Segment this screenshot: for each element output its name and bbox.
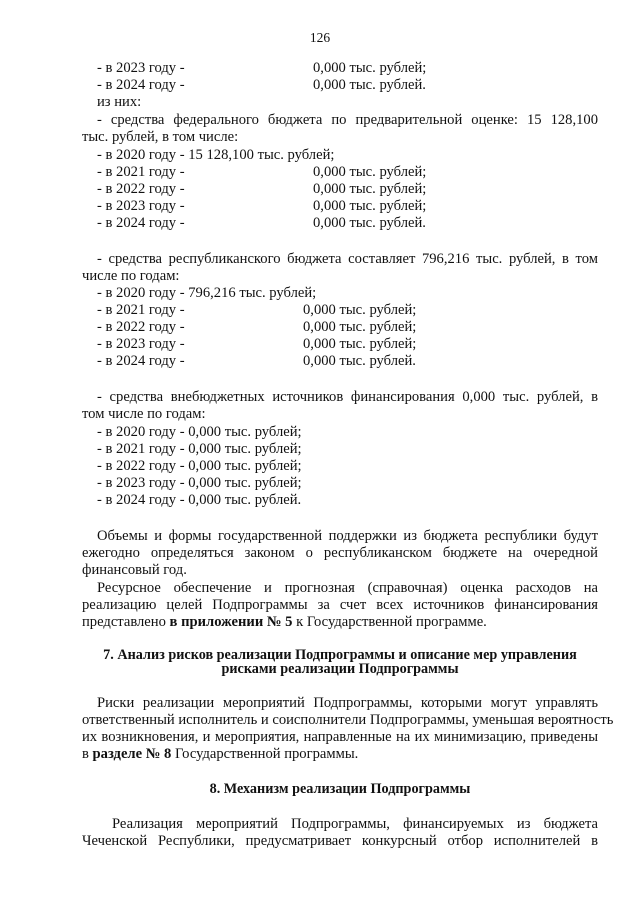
year-value: 0,000 тыс. рублей; [303,319,417,335]
paragraph-line: реализацию целей Подпрограммы за счет всех источников финансирования [82,597,598,613]
year-label: - в 2024 году - [97,215,185,231]
list-item [97,302,417,319]
text-line: - средства внебюджетных источников финансирования 0,000 тыс. рублей, в [97,389,598,405]
list-item [97,60,427,77]
list-item [97,336,417,353]
year-value: 0,000 тыс. рублей. [303,353,416,369]
text-span: в [82,746,93,762]
page-number: 126 [309,30,331,45]
list-item [97,353,416,370]
list-item [97,198,427,215]
section-heading: 7. Анализ рисков реализации Подпрограммы и описание мер управления [103,647,577,663]
paragraph-line: ответственный исполнитель и соисполнители Подпрограммы, уменьшая вероятность [82,712,614,728]
year-label: - в 2021 году - [97,302,185,318]
year-label: - в 2022 году - [97,319,185,335]
year-value: 0,000 тыс. рублей; [313,198,427,214]
year-value: 0,000 тыс. рублей; [303,336,417,352]
text-span: Государственной программы. [171,746,359,762]
text-line: из них: [97,94,142,110]
year-label: - в 2023 году - [97,336,185,352]
year-value: 0,000 тыс. рублей; [303,302,417,318]
year-label: - в 2022 году - [97,181,185,197]
section-reference: разделе № 8 [92,746,172,762]
year-value: 0,000 тыс. рублей; [313,164,427,180]
list-item: - в 2023 году - 0,000 тыс. рублей; [97,475,302,491]
year-value: 0,000 тыс. рублей. [313,77,426,93]
year-label: - в 2023 году - [97,198,185,214]
text-span: представлено [82,614,170,630]
paragraph-line: ежегодно определяться законом о республиканском бюджете на очередной [82,545,598,561]
year-value: 0,000 тыс. рублей; [313,60,427,76]
paragraph-line: Ресурсное обеспечение и прогнозная (справочная) оценка расходов на [97,580,598,596]
section-heading: 8. Механизм реализации Подпрограммы [209,781,471,797]
section-heading: рисками реализации Подпрограммы [221,661,459,677]
year-value: 0,000 тыс. рублей. [313,215,426,231]
paragraph-line: финансовый год. [82,562,187,578]
paragraph-line: Объемы и формы государственной поддержки из бюджета республики будут [97,528,598,544]
list-item [97,319,417,336]
year-label: - в 2024 году - [97,353,185,369]
list-item: - в 2021 году - 0,000 тыс. рублей; [97,441,302,457]
text-line: - средства республиканского бюджета составляет 796,216 тыс. рублей, в том [97,251,598,267]
list-item: - в 2020 году - 0,000 тыс. рублей; [97,424,302,440]
paragraph-line: их возникновения, и мероприятия, направленные на их минимизацию, приведены [82,729,598,745]
list-item: - в 2020 году - 796,216 тыс. рублей; [97,285,317,301]
appendix-reference: в приложении № 5 [169,614,293,630]
list-item [97,215,426,232]
text-line: том числе по годам: [82,406,206,422]
paragraph-line [82,746,358,763]
paragraph-line: Реализация мероприятий Подпрограммы, финансируемых из бюджета [112,816,598,832]
text-span: к Государственной программе. [292,614,487,630]
list-item [97,164,427,181]
paragraph-line: Риски реализации мероприятий Подпрограммы, которыми могут управлять [97,695,598,711]
text-line: - средства федерального бюджета по предварительной оценке: 15 128,100 [97,112,598,128]
list-item: - в 2022 году - 0,000 тыс. рублей; [97,458,302,474]
paragraph-line [82,614,487,631]
list-item: - в 2020 году - 15 128,100 тыс. рублей; [97,147,335,163]
list-item [97,77,426,94]
year-label: - в 2023 году - [97,60,185,76]
year-label: - в 2024 году - [97,77,185,93]
list-item: - в 2024 году - 0,000 тыс. рублей. [97,492,302,508]
year-label: - в 2021 году - [97,164,185,180]
text-line: тыс. рублей, в том числе: [82,129,239,145]
year-value: 0,000 тыс. рублей; [313,181,427,197]
text-line: числе по годам: [82,268,180,284]
paragraph-line: Чеченской Республики, предусматривает конкурсный отбор исполнителей в [82,833,598,849]
list-item [97,181,427,198]
